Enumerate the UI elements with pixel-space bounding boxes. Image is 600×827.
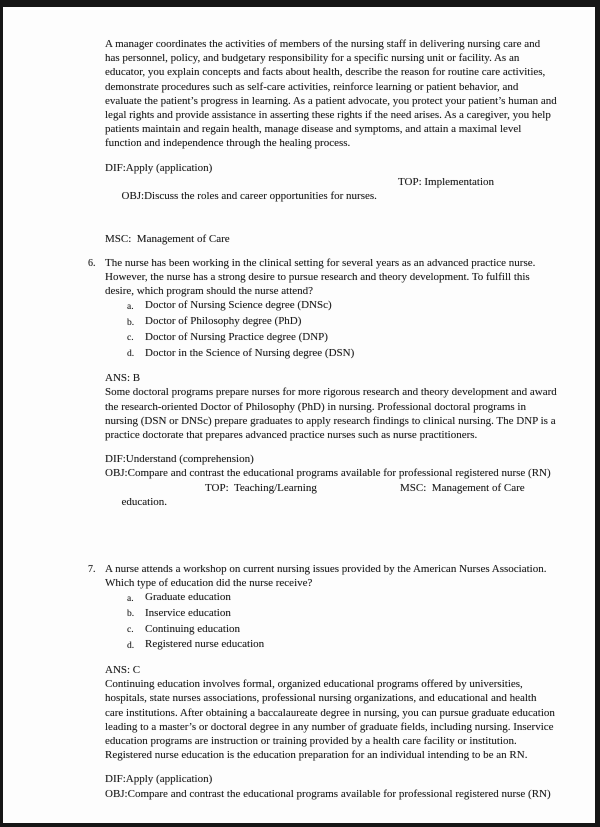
msc-text: MSC: Management of Care [400,481,525,494]
option-letter: a. [127,301,134,312]
option-text: Registered nurse education [145,638,265,651]
page-edge-right [595,0,600,827]
option-letter: d. [127,349,135,360]
question-7 [88,562,558,653]
msc-line: MSC: Management of Care [105,232,230,245]
option-letter: b. [127,609,135,620]
obj-line: OBJ:Compare and contrast the educational programs available for professional registered nurse (RN) [105,787,551,800]
option-row [127,298,558,314]
dif-line: DIF:Apply (application) [105,161,213,174]
option-text: Continuing education [145,622,241,635]
question-stem [105,562,558,653]
meta-block-q7 [105,772,558,800]
top-text: TOP: Teaching/Learning [205,481,317,494]
question-stem-text: The nurse has been working in the clinical setting for several years as an advanced practice nurse. However, the nurse has a strong desire to pursue research and theory development. To fulfill this desire, which program should the nurse attend? [105,256,536,298]
option-row [127,314,558,330]
intro-rationale-paragraph: A manager coordinates the activities of members of the nursing staff in delivering nursing care and has personnel, policy, and budgetary responsibility for a specific nursing unit or facility. As an educator, you explain concepts and facts about health, describe the reason for routine care activities, demonstrate procedures such as self-care activities, reinforce learning or patient behavior, and evaluate the patient’s progress in learning. As a patient advocate, you protect your patient’s human and legal rights and provide assistance in asserting these rights if the need arises. As a caregiver, you help patients maintain and regain health, manage disease and symptoms, and attain a maximal level function and independence through the healing process. [105,38,557,150]
page-edge-top [0,0,600,7]
option-letter: b. [127,317,135,328]
question-number: 6. [88,257,96,269]
document-page [88,30,558,801]
question-number: 7. [88,563,96,575]
meta-block-1 [105,161,558,246]
obj-continuation-text: education. [121,495,168,508]
obj-text: OBJ:Discuss the roles and career opportunities for nurses. [121,190,377,203]
answer-label: ANS: C [105,663,141,676]
option-row [127,637,558,653]
option-row [127,330,558,346]
option-text: Graduate education [145,591,231,604]
option-text: Doctor of Nursing Practice degree (DNP) [145,330,328,343]
rationale-text: Some doctoral programs prepare nurses for more rigorous research and theory development and award the research-oriented Doctor of Philosophy (PhD) in nursing. Professional doctoral programs in nursing (DSN or DNSc) prepare graduates to apply research findings to clinical nursing. The DNP is a practice doctorate that prepares advanced practice nurses such as nurse practitioners. [105,386,557,442]
meta-block-q6 [105,452,558,551]
option-row [127,590,558,606]
option-row [127,606,558,622]
dif-line: DIF:Understand (comprehension) [105,453,254,466]
question-stem [105,256,558,361]
option-text: Doctor of Nursing Science degree (DNSc) [145,299,332,312]
top-text: TOP: Implementation [398,175,495,188]
option-letter: a. [127,593,134,604]
answer-label: ANS: B [105,372,141,385]
answer-block-7 [105,663,558,762]
option-text: Doctor in the Science of Nursing degree (DSN) [145,346,355,359]
question-6 [88,256,558,361]
dif-line: DIF:Apply (application) [105,773,213,786]
option-letter: c. [127,333,134,344]
page-edge-left [0,0,3,827]
option-letter: c. [127,625,134,636]
obj-line [105,175,558,232]
option-row [127,622,558,638]
page-edge-bottom [0,823,600,827]
question-stem-text: A nurse attends a workshop on current nursing issues provided by the American Nurses Association. Which type of education did the nurse receive? [105,562,547,589]
rationale-text: Continuing education involves formal, organized educational programs offered by universities, hospitals, state nurses associations, professional nursing organizations, and educational and health care institutions. After obtaining a baccalaureate degree in nursing, you can pursue graduate education leading to a master’s or doctoral degree in any number of graduate fields, including nursing. Inservice education programs are instruction or training provided by a health care facility or institution. Registered nurse education is the education preparation for an individual intending to be an RN. [105,678,555,762]
option-row [127,346,558,362]
answer-block-6 [105,371,558,442]
obj-continuation-line [105,481,558,552]
option-letter: d. [127,640,135,651]
option-text: Doctor of Philosophy degree (PhD) [145,315,302,328]
option-text: Inservice education [145,606,231,619]
obj-line: OBJ:Compare and contrast the educational programs available for professional registered nurse (RN) [105,467,551,480]
